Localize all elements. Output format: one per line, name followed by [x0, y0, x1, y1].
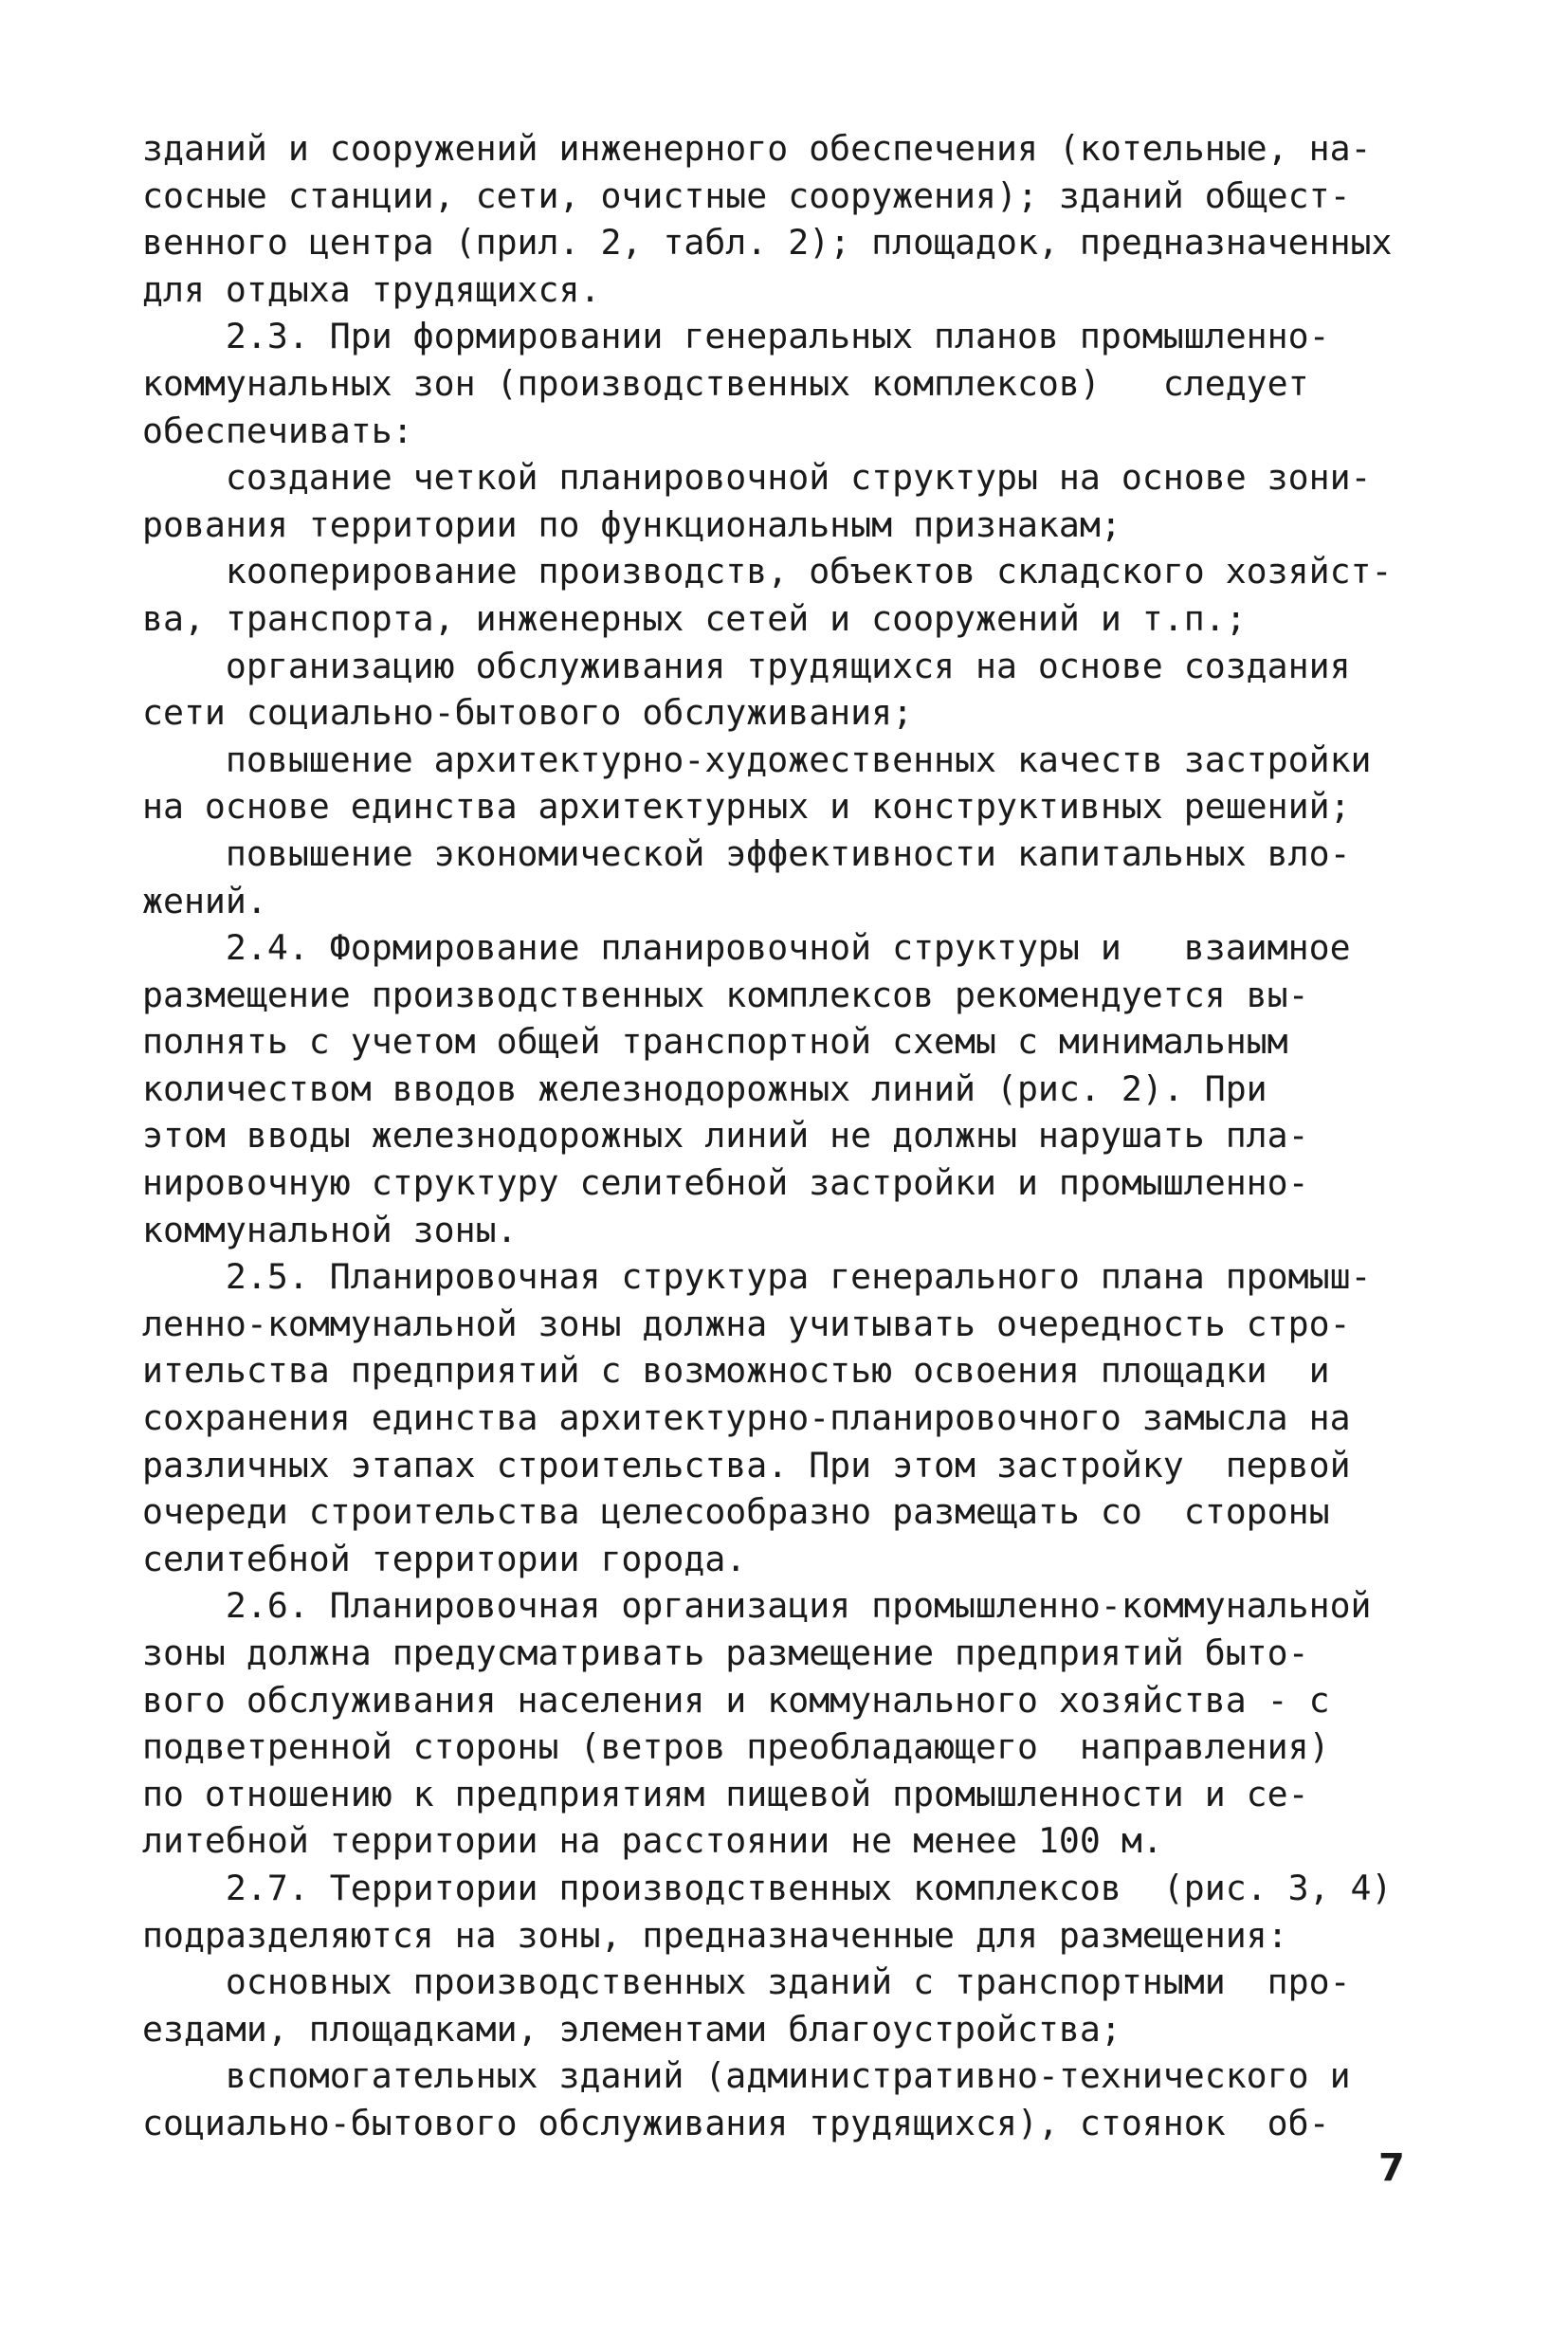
text-line: сохранения единства архитектурно-планировочного замысла на	[142, 1397, 1351, 1439]
text-line: 2.3. При формировании генеральных планов промышленно-	[142, 316, 1330, 357]
text-line: коммунальных зон (производственных комплексов) следует	[142, 362, 1309, 404]
text-line: 2.4. Формирование планировочной структуры и взаимное	[142, 927, 1351, 969]
text-line: коммунальной зоны.	[142, 1209, 518, 1250]
text-line: организацию обслуживания трудящихся на основе создания	[142, 645, 1351, 686]
text-line: подразделяются на зоны, предназначенные для размещения:	[142, 1914, 1288, 1956]
text-line: основных производственных зданий с транспортными про-	[142, 1961, 1351, 2003]
text-line: зданий и сооружений инженерного обеспечения (котельные, на-	[142, 128, 1372, 169]
text-line: повышение архитектурно-художественных качеств застройки	[142, 738, 1372, 780]
text-line: ленно-коммунальной зоны должна учитывать очередность стро-	[142, 1303, 1351, 1344]
text-line: вспомогательных зданий (административно-технического и	[142, 2055, 1351, 2097]
text-line: количеством вводов железнодорожных линий (рис. 2). При	[142, 1067, 1267, 1109]
text-line: различных этапах строительства. При этом застройку первой	[142, 1444, 1351, 1486]
text-line: 2.6. Планировочная организация промышленно-коммунальной	[142, 1585, 1372, 1627]
text-line: социально-бытового обслуживания трудящихся), стоянок об-	[142, 2102, 1330, 2143]
text-line: 2.5. Планировочная структура генерального плана промыш-	[142, 1256, 1372, 1298]
text-line: ва, транспорта, инженерных сетей и сооружений и т.п.;	[142, 597, 1247, 639]
text-line: венного центра (прил. 2, табл. 2); площадок, предназначенных	[142, 222, 1393, 264]
text-line: рования территории по функциональным признакам;	[142, 503, 1121, 545]
text-line: размещение производственных комплексов рекомендуется вы-	[142, 974, 1309, 1015]
text-line: по отношению к предприятиям пищевой промышленности и се-	[142, 1773, 1309, 1814]
text-line: сосные станции, сети, очистные сооружения); зданий общест-	[142, 174, 1351, 216]
text-line: жений.	[142, 880, 267, 921]
text-line: 2.7. Территории производственных комплексов (рис. 3, 4)	[142, 1867, 1393, 1908]
page-number: 7	[1378, 2146, 1405, 2190]
text-line: ездами, площадками, элементами благоустройства;	[142, 2008, 1121, 2050]
text-line: для отдыха трудящихся.	[142, 268, 601, 310]
document-body	[142, 125, 1431, 2147]
text-line: повышение экономической эффективности капитальных вло-	[142, 832, 1351, 874]
text-line: кооперирование производств, объектов складского хозяйст-	[142, 551, 1393, 593]
text-line: обеспечивать:	[142, 410, 413, 451]
text-line: селитебной территории города.	[142, 1538, 747, 1579]
text-line: подветренной стороны (ветров преобладающего направления)	[142, 1726, 1330, 1768]
text-line: ительства предприятий с возможностью освоения площадки и	[142, 1350, 1330, 1392]
text-line: нировочную структуру селитебной застройки и промышленно-	[142, 1162, 1309, 1204]
text-line: литебной территории на расстоянии не менее 100 м.	[142, 1820, 1163, 1862]
text-line: вого обслуживания населения и коммунального хозяйства - с	[142, 1679, 1330, 1721]
text-line: сети социально-бытового обслуживания;	[142, 692, 914, 734]
text-line: на основе единства архитектурных и конструктивных решений;	[142, 786, 1351, 828]
text-line: этом вводы железнодорожных линий не должны нарушать пла-	[142, 1115, 1309, 1157]
text-line: зоны должна предусматривать размещение предприятий быто-	[142, 1632, 1309, 1673]
text-line: полнять с учетом общей транспортной схемы с минимальным	[142, 1021, 1288, 1063]
text-line: очереди строительства целесообразно размещать со стороны	[142, 1491, 1330, 1533]
text-line: создание четкой планировочной структуры на основе зони-	[142, 457, 1372, 499]
